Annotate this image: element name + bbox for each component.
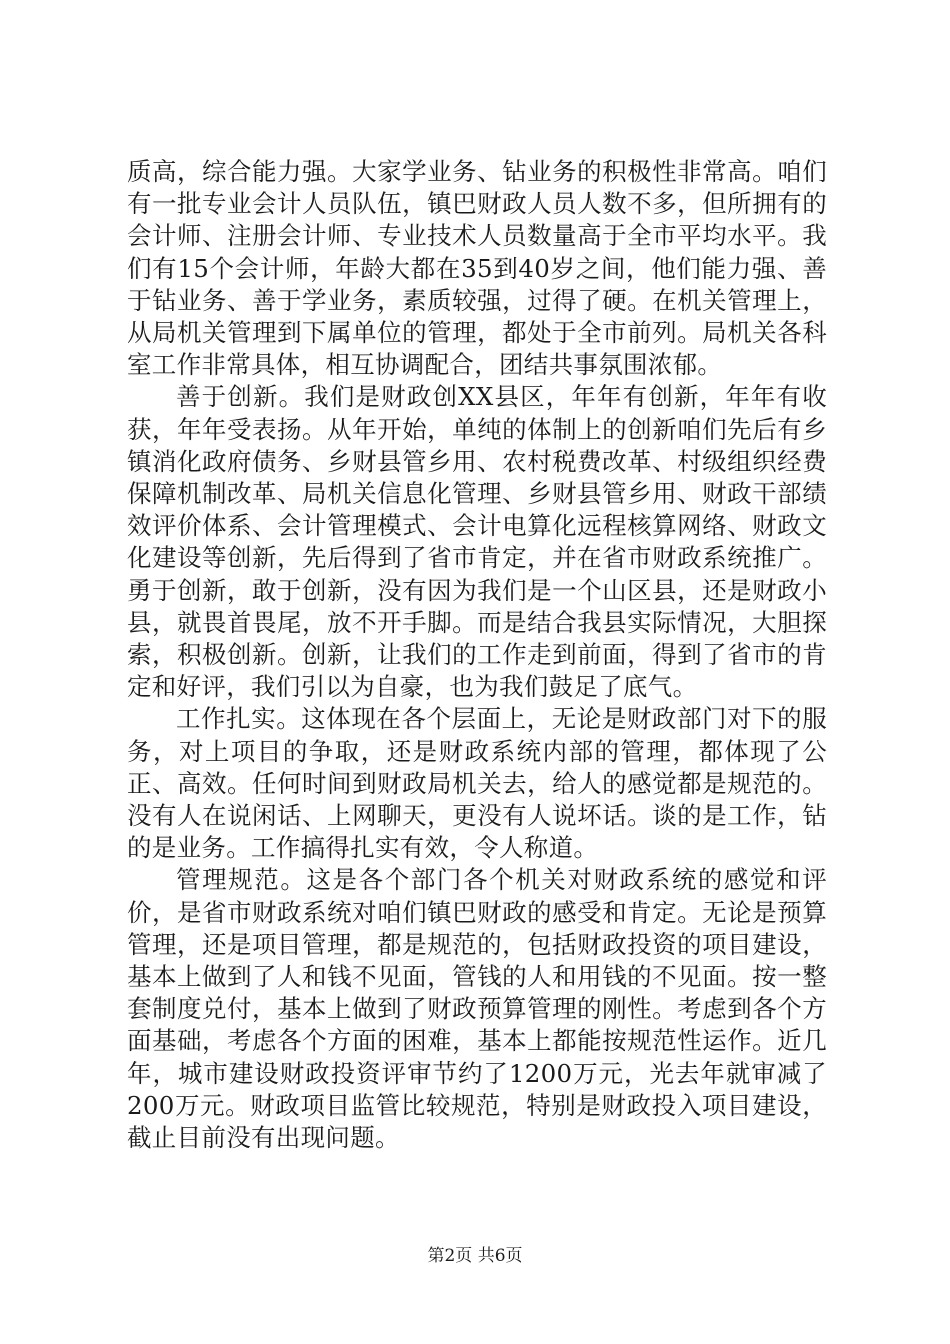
paragraph-4: 管理规范。这是各个部门各个机关对财政系统的感觉和评价，是省市财政系统对咱们镇巴财政的感受和肯定。无论是预算管理，还是项目管理，都是规范的，包括财政投资的项目建设，基本上做到了人和钱不见面，管钱的人和用钱的不见面。按一整套制度兑付，基本上做到了财政预算管理的刚性。考虑到各个方面基础，考虑各个方面的困难，基本上都能按规范性运作。近几年，城市建设财政投资评审节约了1200万元，光去年就审减了200万元。财政项目监管比较规范，特别是财政投入项目建设，截止目前没有出现问题。 [127, 865, 827, 1153]
document-body [127, 156, 827, 1154]
paragraph-3: 工作扎实。这体现在各个层面上，无论是财政部门对下的服务，对上项目的争取，还是财政系统内部的管理，都体现了公正、高效。任何时间到财政局机关去，给人的感觉都是规范的。没有人在说闲话、上网聊天，更没有人说坏话。谈的是工作，钻的是业务。工作搞得扎实有效，令人称道。 [127, 704, 827, 863]
paragraph-2: 善于创新。我们是财政创XX县区，年年有创新，年年有收获，年年受表扬。从年开始，单纯的体制上的创新咱们先后有乡镇消化政府债务、乡财县管乡用、农村税费改革、村级组织经费保障机制改革、局机关信息化管理、乡财县管乡用、财政干部绩效评价体系、会计管理模式、会计电算化远程核算网络、财政文化建设等创新，先后得到了省市肯定，并在省市财政系统推广。勇于创新，敢于创新，没有因为我们是一个山区县，还是财政小县，就畏首畏尾，放不开手脚。而是结合我县实际情况，大胆探索，积极创新。创新，让我们的工作走到前面，得到了省市的肯定和好评，我们引以为自豪，也为我们鼓足了底气。 [127, 382, 827, 702]
page-footer: 第2页 共6页 [427, 1246, 523, 1266]
paragraph-1: 质高，综合能力强。大家学业务、钻业务的积极性非常高。咱们有一批专业会计人员队伍，镇巴财政人员人数不多，但所拥有的会计师、注册会计师、专业技术人员数量高于全市平均水平。我们有15个会计师，年龄大都在35到40岁之间，他们能力强、善于钻业务、善于学业务，素质较强，过得了硬。在机关管理上，从局机关管理到下属单位的管理，都处于全市前列。局机关各科室工作非常具体，相互协调配合，团结共事氛围浓郁。 [127, 157, 827, 380]
